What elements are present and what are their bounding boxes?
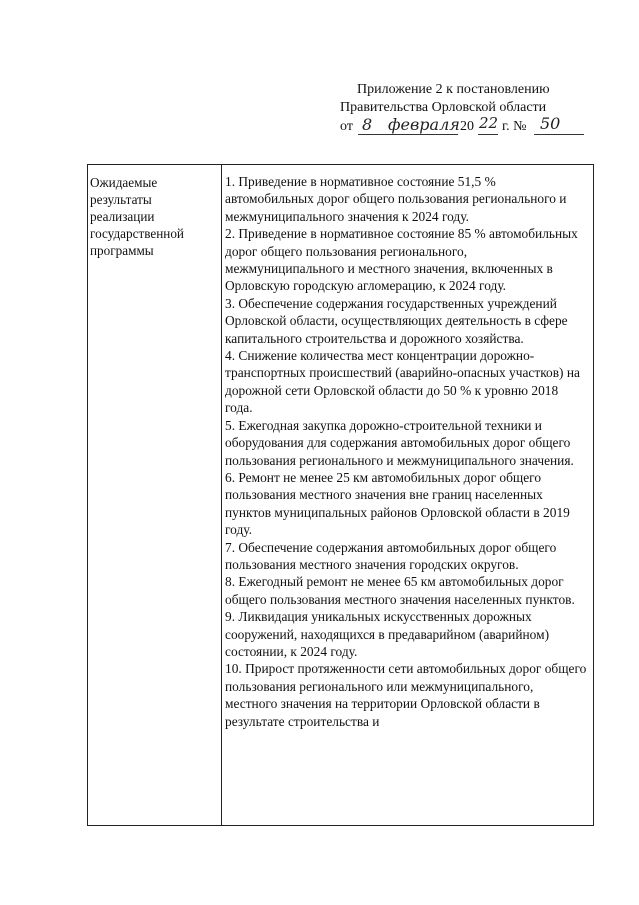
date-number-line	[330, 114, 600, 138]
result-item: 9. Ликвидация уникальных искусственных дорожных сооружений, находящихся в предаварийном (аварийном) состоянии, к 2024 году.	[225, 609, 550, 659]
date-prefix: от	[340, 119, 353, 134]
government-name: Правительства Орловской области	[340, 100, 547, 115]
handwritten-number: 50	[540, 114, 561, 133]
row-label-cell	[90, 174, 218, 259]
program-results-table	[87, 164, 594, 826]
year-prefix: 20	[460, 119, 474, 134]
row-label-line: реализации	[90, 209, 155, 224]
date-underline	[358, 134, 458, 135]
handwritten-day: 8	[362, 115, 373, 134]
result-item: 4. Снижение количества мест концентрации дорожно-транспортных происшествий (аварийно-опасных участков) на дорожной сети Орловской области до 50 % к уровню 2018 года.	[225, 348, 580, 416]
result-item: 7. Обеспечение содержания автомобильных дорог общего пользования местного значения городских округов.	[225, 539, 557, 572]
results-list-cell	[225, 173, 587, 730]
row-label-line: результаты	[90, 192, 152, 207]
result-item: 5. Ежегодная закупка дорожно-строительной техники и оборудования для содержания автомобильных дорог общего пользования регионального и межмуниципального значения.	[225, 417, 574, 468]
column-divider	[221, 165, 222, 825]
row-label-line: программы	[90, 243, 154, 258]
year-number-label: г. №	[502, 119, 527, 134]
result-item: 3. Обеспечение содержания государственных учреждений Орловской области, осуществляющих деятельность в сфере капитального строительства и дорожного хозяйства.	[225, 295, 568, 346]
appendix-title: Приложение 2 к постановлению	[357, 82, 550, 97]
handwritten-year: 22	[479, 114, 499, 132]
year-underline	[478, 134, 498, 135]
result-item: 2. Приведение в нормативное состояние 85 % автомобильных дорог общего пользования регионального, межмуниципального и местного значения, включенных в Орловскую городскую агломерацию, к 2024 году.	[225, 226, 578, 294]
result-item: 6. Ремонт не менее 25 км автомобильных дорог общего пользования местного значения вне границ населенных пунктов муниципальных районов Орловской области в 2019 году.	[225, 469, 570, 538]
row-label-line: Ожидаемые	[90, 175, 158, 190]
result-item: 10. Прирост протяженности сети автомобильных дорог общего пользования регионального или межмуниципального, местного значения на территории Орловской области в результате строительства и	[225, 661, 587, 729]
handwritten-month: февраля	[388, 115, 460, 134]
row-label-line: государственной	[90, 226, 184, 241]
result-item: 1. Приведение в нормативное состояние 51,5 % автомобильных дорог общего пользования регионального и межмуниципального значения к 2024 году.	[225, 174, 567, 224]
result-item: 8. Ежегодный ремонт не менее 65 км автомобильных дорог общего пользования местного значения населенных пунктов.	[225, 574, 575, 607]
number-underline	[534, 134, 584, 135]
